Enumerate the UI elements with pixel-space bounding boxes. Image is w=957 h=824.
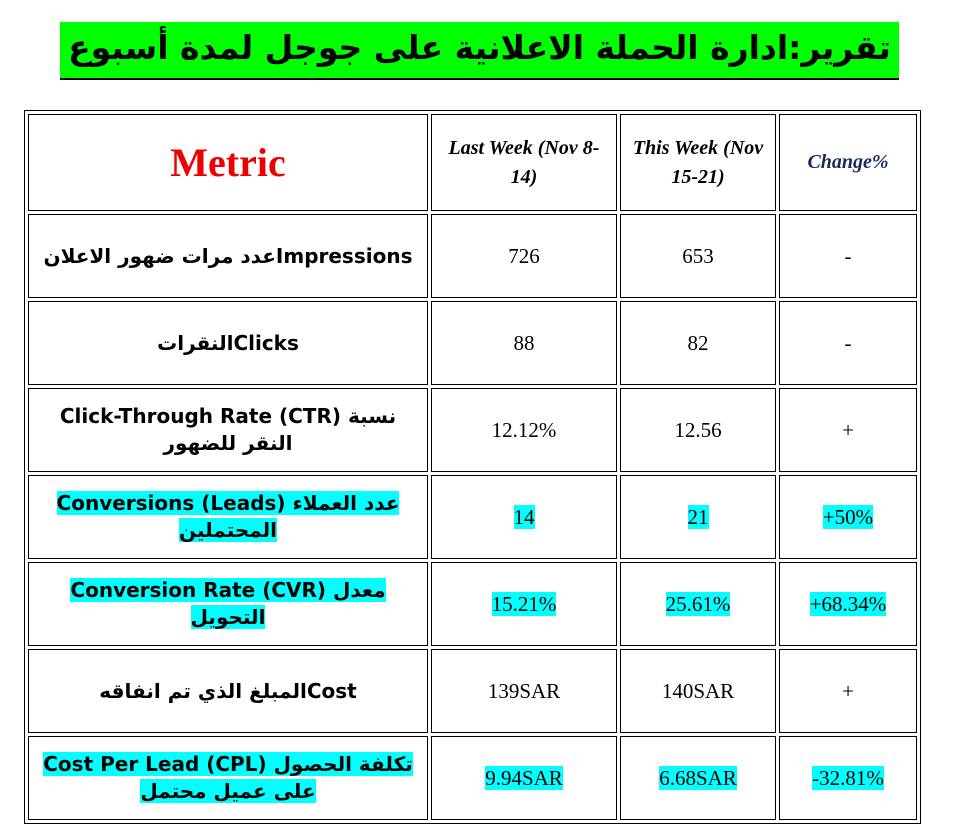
cell-metric-text: Conversion Rate (CVR) معدل التحويل [70,578,386,629]
cell-this-week [620,388,776,472]
cell-last-week-text: 14 [513,504,535,529]
cell-last-week [431,388,617,472]
cell-this-week [620,214,776,298]
table-row [28,649,917,733]
cell-change-text: +68.34% [809,591,887,616]
cell-this-week [620,562,776,646]
cell-last-week [431,649,617,733]
cell-this-week [620,301,776,385]
cell-metric-text: عدد مرات ضهور الاعلانImpressions [43,243,413,268]
table-row [28,475,917,559]
report-title-banner [60,22,899,80]
cell-change-text: - [844,330,852,355]
cell-metric-text: Cost Per Lead (CPL) تكلفة الحصول على عميل محتمل [43,752,413,803]
cell-this-week [620,736,776,820]
table-row [28,214,917,298]
cell-change [779,736,917,820]
cell-last-week-text: 9.94SAR [485,765,563,790]
cell-last-week-text: 726 [508,243,540,268]
cell-this-week-text: 653 [682,243,714,268]
cell-change-text: + [842,678,854,703]
cell-metric-text: Click-Through Rate (CTR) نسبة النقر للضهور [59,404,397,455]
cell-last-week [431,736,617,820]
table-row [28,736,917,820]
table-header-row [28,114,917,211]
cell-metric-text: المبلغ الذي تم انفاقهCost [99,678,357,703]
cell-last-week-text: 139SAR [487,678,561,703]
report-title: تقرير:ادارة الحملة الاعلانية على جوجل لمدة أسبوع [60,22,899,78]
cell-metric-text: النقراتClicks [157,330,299,355]
cell-change [779,301,917,385]
cell-this-week [620,475,776,559]
cell-metric [28,388,428,472]
cell-change [779,649,917,733]
header-this-week: This Week (Nov 15-21) [620,114,776,211]
cell-last-week [431,301,617,385]
header-last-week: Last Week (Nov 8-14) [431,114,617,211]
cell-change-text: - [844,243,852,268]
cell-this-week-text: 140SAR [661,678,735,703]
cell-metric [28,214,428,298]
cell-last-week-text: 88 [513,330,535,355]
cell-change [779,475,917,559]
cell-this-week-text: 12.56 [674,417,722,442]
cell-this-week-text: 25.61% [665,591,731,616]
cell-metric [28,301,428,385]
title-underline [60,78,899,80]
cell-change-text: -32.81% [812,765,884,790]
cell-this-week-text: 21 [687,504,709,529]
cell-change [779,388,917,472]
cell-last-week-text: 12.12% [491,417,557,442]
cell-last-week [431,214,617,298]
cell-this-week-text: 82 [687,330,709,355]
cell-metric-text: Conversions (Leads) عدد العملاء المحتملين [56,491,400,542]
cell-this-week [620,649,776,733]
cell-change-text: +50% [822,504,874,529]
cell-metric [28,475,428,559]
table-row [28,388,917,472]
cell-change [779,562,917,646]
cell-last-week [431,475,617,559]
cell-last-week [431,562,617,646]
cell-this-week-text: 6.68SAR [659,765,737,790]
table-row [28,562,917,646]
table-body [28,214,917,820]
cell-change [779,214,917,298]
cell-metric [28,562,428,646]
header-change: Change% [779,114,917,211]
metrics-table [24,110,921,824]
cell-change-text: + [842,417,854,442]
cell-last-week-text: 15.21% [491,591,557,616]
cell-metric [28,649,428,733]
cell-metric [28,736,428,820]
table-row [28,301,917,385]
header-metric: Metric [28,114,428,211]
